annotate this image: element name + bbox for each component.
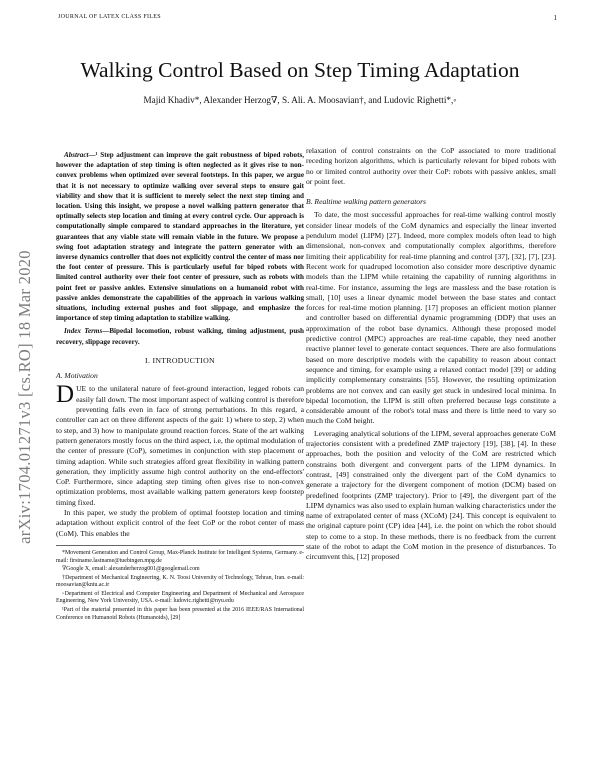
page-number: 1: [553, 14, 557, 22]
footnote-affiliation-1: *Movement Generation and Control Group, Max-Planck Institute for Intelligent Systems, Germany. e-mail: firstname.lastname@tuebingen.mpg.de: [56, 549, 304, 564]
arxiv-stamp: [14, 232, 36, 562]
footnotes: [56, 545, 304, 622]
right-paragraph-continuation: relaxation of control constraints on the CoP associated to more traditional receding horizon algorithms, which is particularly relevant for biped robots with no or limited control authority over their CoP: robots with passive ankles, small or point feet.: [306, 146, 556, 186]
intro-paragraph-2: In this paper, we study the problem of optimal footstep location and timing adaptation without explicit control of the feet CoP or the robot center of mass (CoM). This enables the: [56, 508, 304, 538]
subsection-heading-motivation: A. Motivation: [56, 371, 98, 381]
paper-title: Walking Control Based on Step Timing Adaptation: [80, 58, 520, 82]
footnote-affiliation-2: ∇Google X, email: alexanderherzog001@googlemail.com: [62, 566, 200, 573]
footnote-conference: ¹Part of the material presented in this paper has been presented at the 2016 IEEE/RAS International Conference on Humanoid Robots (Humanoids), [29]: [56, 607, 304, 621]
abstract-text: —¹ Step adjustment can improve the gait robustness of biped robots, however the adaptation of step timing is often neglected as it gives rise to non-convex problems when optimized over several footsteps. In this paper, we argue that it is not necessary to optimize walking over several steps to ensure gait viability and show that it is sufficient to merely select the next step timing and location. Using this insight, we propose a novel walking pattern generator that optimally selects step location and timing at every control cycle. Our approach is computationally simple compared to standard approaches in the literature, yet guarantees that any viable state will remain viable in the future. We propose a swing foot adaptation strategy and integrate the pattern generator with an inverse dynamics controller that does not explicitly control the center of mass nor the foot center of pressure. This is particularly useful for biped robots with limited control authority over their foot center of pressure, such as robots with point feet or passive ankles. Extensive simulations on a humanoid robot with passive ankles demonstrate the capabilities of the approach in various walking situations, including external pushes and foot slippage, and emphasize the importance of step timing adaptation to stabilize walking.: [56, 151, 304, 323]
running-header: JOURNAL OF LATEX CLASS FILES: [58, 14, 161, 20]
intro-paragraph-1-text: UE to the unilateral nature of feet-ground interaction, legged robots can easily fall down. The most important aspect of walking control is therefore preventing falls even in face of strong perturbations. In this regard, a controller can act on three different aspects of the gait: 1) where to step, 2) when to step, and 3) how to manipulate ground reaction forces. State of the art walking pattern generators mostly focus on the third aspect, i.e, the optimal modulation of the center of pressure (CoP), sometimes in conjunction with step placement or timing adaption. While such strategies afford great flexibility in walking pattern generation, they implicitly assume high control authority on the end-effectors' CoP. Furthermore, since adapting step timing often gives rise to non-convex optimization problems, most available walking pattern generators keep footstep timing fixed.: [56, 384, 304, 507]
abstract: [56, 150, 304, 323]
drop-cap: D: [56, 381, 75, 409]
left-column: [56, 150, 304, 623]
right-column: [306, 146, 556, 563]
arxiv-stamp-text: arXiv:1704.01271v3 [cs.RO] 18 Mar 2020: [15, 250, 34, 544]
intro-paragraph-1: [56, 381, 304, 508]
footnote-affiliation-4: ◦Department of Electrical and Computer Engineering and Department of Mechanical and Aerospace Engineering, New York University, USA. e-mail: ludovic.righetti@nyu.edu: [56, 590, 304, 605]
realtime-paragraph-1: To date, the most successful approaches for real-time walking control mostly consider linear models of the CoM dynamics and especially the linear inverted pendulum model (LIPM) [27]. Indeed, more complex models often lead to high dimensional, non-convex and computationally complex algorithms, therefore limiting their applicability for real-time planning and control [37], [32], [7], [23]. Recent work for quadruped locomotion also consider more descriptive dynamic models than the LIPM while retaining the capability of running algorithms in real-time. For instance, assuming the legs are massless and the base rotation is small, [10] uses a linear dynamic model between the base states and contact forces for real-time motion planning. [17] proposes an efficient motion planner and controller based on differential dynamic programming (DDP) that uses an approximation of the robot base dynamics. Although these proposed model predictive control (MPC) approaches are real-time capable, they need another reactive planner level to generate contact sequences. There are also formulations based on more descriptive models with the capability to reason about contact sequence and timing, for example using a relaxed contact model [39] or adding implicitly complementary constraints [55]. However, the resulting optimization problems are not convex and can easily get stuck in undesired local minima. In bipedal locomotion, the LIPM is still often preferred because legs constitute a considerable amount of the robot's total mass and there is little need to vary so much the CoM height.: [306, 210, 556, 426]
section-heading-introduction: I. INTRODUCTION: [145, 355, 215, 365]
footnote-affiliation-3: †Department of Mechanical Engineering, K. N. Toosi University of Technology, Tehran, Iran. e-mail: moosavian@kntu.ac.ir: [56, 574, 304, 589]
subsection-heading-realtime: B. Realtime walking pattern generators: [306, 197, 427, 207]
author-list: Majid Khadiv*, Alexander Herzog∇, S. Ali. A. Moosavian†, and Ludovic Righetti*,◦: [143, 95, 457, 105]
index-terms-label: Index Terms: [64, 327, 103, 336]
realtime-paragraph-2: Leveraging analytical solutions of the LIPM, several approaches generate CoM trajectories consistent with a predefined ZMP trajectory [19], [38], [4]. In these approaches, both the position and velocity of the CoM are restricted which constrains both divergent and convergent parts of the LIPM dynamics. In contrast, [49] constrained only the divergent part of the CoM dynamics to generate a trajectory for the divergent component of motion (DCM) based on predefined footprints (ZMP trajectory). Prior to [49], the divergent part of the LIPM dynamics was also used to explain human walking characteristics under the name of extrapolated center of mass (XCoM) [24]. This concept is equivalent to the original capture point (CP) idea [44], i.e. the point on which the robot should step to come to a stop. In these methods, there is no feedback from the current state of the robot to adapt the CoM motion in the presence of disturbances. To circumvent this, [12] proposed: [306, 428, 556, 562]
index-terms: [56, 326, 304, 346]
abstract-label: Abstract: [64, 151, 89, 159]
index-terms-text: —Bipedal locomotion, robust walking, timing adjustment, push recovery, slippage recovery.: [56, 327, 304, 346]
